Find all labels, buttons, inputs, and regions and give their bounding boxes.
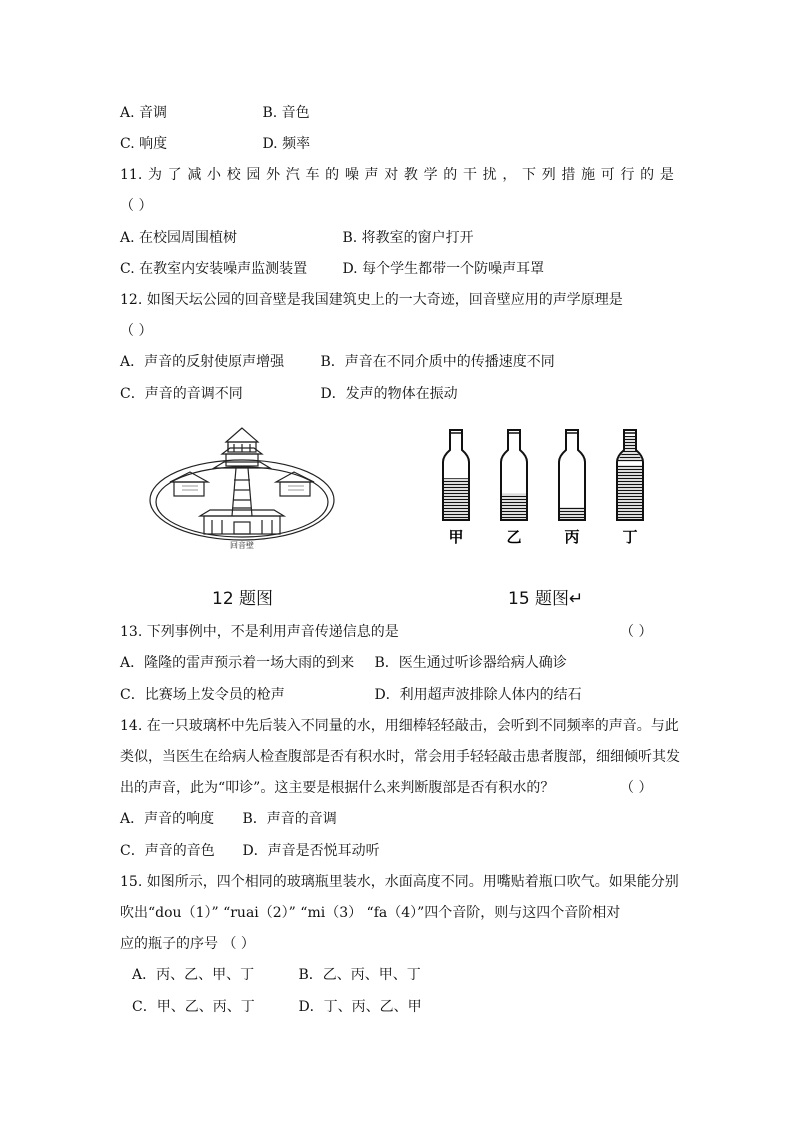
q10-option-b: B. 音色 xyxy=(262,105,310,121)
q13-option-d: D．利用超声波排除人体内的结石 xyxy=(374,687,582,703)
q12-option-b: B．声音在不同介质中的传播速度不同 xyxy=(320,354,555,370)
q13-options-row-2 xyxy=(120,685,582,705)
q11-options-row-2 xyxy=(120,259,544,279)
echo-wall-label: 回音壁 xyxy=(230,541,254,550)
bottle-water-4 xyxy=(617,465,643,520)
q14-option-b: B．声音的音调 xyxy=(242,811,337,827)
q11-options-row-1 xyxy=(120,228,474,248)
q15-option-c: C．甲、乙、丙、丁 xyxy=(132,999,255,1015)
q14-answer-paren: （ ） xyxy=(620,780,653,796)
bottle-label-3: 丙 xyxy=(564,528,580,546)
q13-options-row-1 xyxy=(120,653,567,673)
bottle-water-1 xyxy=(443,478,469,520)
q10-option-d: D. 频率 xyxy=(262,136,311,152)
q12-stem: 12. 如图天坛公园的回音壁是我国建筑史上的一大奇迹，回音壁应用的声学原理是 xyxy=(120,292,623,308)
q15-option-b: B．乙、丙、甲、丁 xyxy=(298,967,421,983)
q10-options-row-2 xyxy=(120,134,310,154)
q15-stem-line-1: 15. 如图所示，四个相同的玻璃瓶里装水，水面高度不同。用嘴贴着瓶口吹气。如果能分别 xyxy=(120,874,679,890)
q12-option-d: D．发声的物体在振动 xyxy=(320,386,458,402)
q13-answer-paren: （ ） xyxy=(620,624,653,640)
q15-stem-line-2: 吹出“dou（1）” “ruai（2）” “mi（3） “fa（4）”四个音阶，则与这四个音阶相对 xyxy=(120,905,621,921)
q13-option-a: A．隆隆的雷声预示着一场大雨的到来 xyxy=(120,655,355,671)
bottle-water-2 xyxy=(501,494,527,520)
q10-options-row-1 xyxy=(120,103,310,123)
q14-stem-line-2: 类似，当医生在给病人检查腹部是否有积水时，常会用手轻轻敲击患者腹部，细细倾听其发 xyxy=(120,749,680,765)
q12-answer-paren: （ ） xyxy=(120,323,153,339)
q13-option-b: B．医生通过听诊器给病人确诊 xyxy=(374,655,567,671)
figure-15-caption: 15 题图↵ xyxy=(508,589,584,609)
q15-options-row-1 xyxy=(132,965,421,985)
q11-option-a: A. 在校园周围植树 xyxy=(120,230,238,246)
q14-stem-line-3: 出的声音，此为“叩诊”。这主要是根据什么来判断腹部是否有积水的？ （ ） xyxy=(120,780,653,796)
q10-option-c: C. 响度 xyxy=(120,136,168,152)
q15-option-a: A．丙、乙、甲、丁 xyxy=(132,967,255,983)
q14-option-a: A．声音的响度 xyxy=(120,811,215,827)
figure-12-caption: 12 题图 xyxy=(212,589,274,609)
q15-options-row-2 xyxy=(132,997,422,1017)
q11-stem: 11. 为 了 减 小 校 园 外 汽 车 的 噪 声 对 教 学 的 干 扰 ， 下 列 措 施 可 行 的 是 xyxy=(120,167,674,183)
q14-stem-line-1: 14. 在一只玻璃杯中先后装入不同量的水，用细棒轻轻敲击，会听到不同频率的声音。与此 xyxy=(120,718,679,734)
bottles-figure xyxy=(428,420,668,550)
bottle-water-3 xyxy=(559,507,585,520)
bottle-label-4: 丁 xyxy=(622,528,638,546)
q13-option-c: C．比赛场上发令员的枪声 xyxy=(120,687,285,703)
q15-stem-line-3: 应的瓶子的序号 （ ） xyxy=(120,936,255,952)
q14-options-row-1 xyxy=(120,809,337,829)
bottle-label-2: 乙 xyxy=(506,528,522,546)
q13-stem: 13. 下列事例中，不是利用声音传递信息的是 （ ） xyxy=(120,624,653,640)
q11-answer-paren: （ ） xyxy=(120,198,153,214)
q12-options-row-2 xyxy=(120,384,458,404)
q15-option-d: D．丁、丙、乙、甲 xyxy=(298,999,422,1015)
q11-option-b: B. 将教室的窗户打开 xyxy=(342,230,474,246)
bottle-outline-3 xyxy=(559,430,585,520)
q12-option-a: A．声音的反射使原声增强 xyxy=(120,354,285,370)
q12-option-c: C．声音的音调不同 xyxy=(120,386,243,402)
q11-option-d: D. 每个学生都带一个防噪声耳罩 xyxy=(342,261,545,277)
q14-option-d: D．声音是否悦耳动听 xyxy=(242,843,380,859)
bottle-label-1: 甲 xyxy=(448,528,464,546)
q10-option-a: A. 音调 xyxy=(120,105,168,121)
bottle-group xyxy=(443,430,643,546)
q11-option-c: C. 在教室内安装噪声监测装置 xyxy=(120,261,308,277)
echo-wall-figure xyxy=(142,420,342,560)
q14-options-row-2 xyxy=(120,841,380,861)
q12-options-row-1 xyxy=(120,352,555,372)
q14-option-c: C．声音的音色 xyxy=(120,843,215,859)
